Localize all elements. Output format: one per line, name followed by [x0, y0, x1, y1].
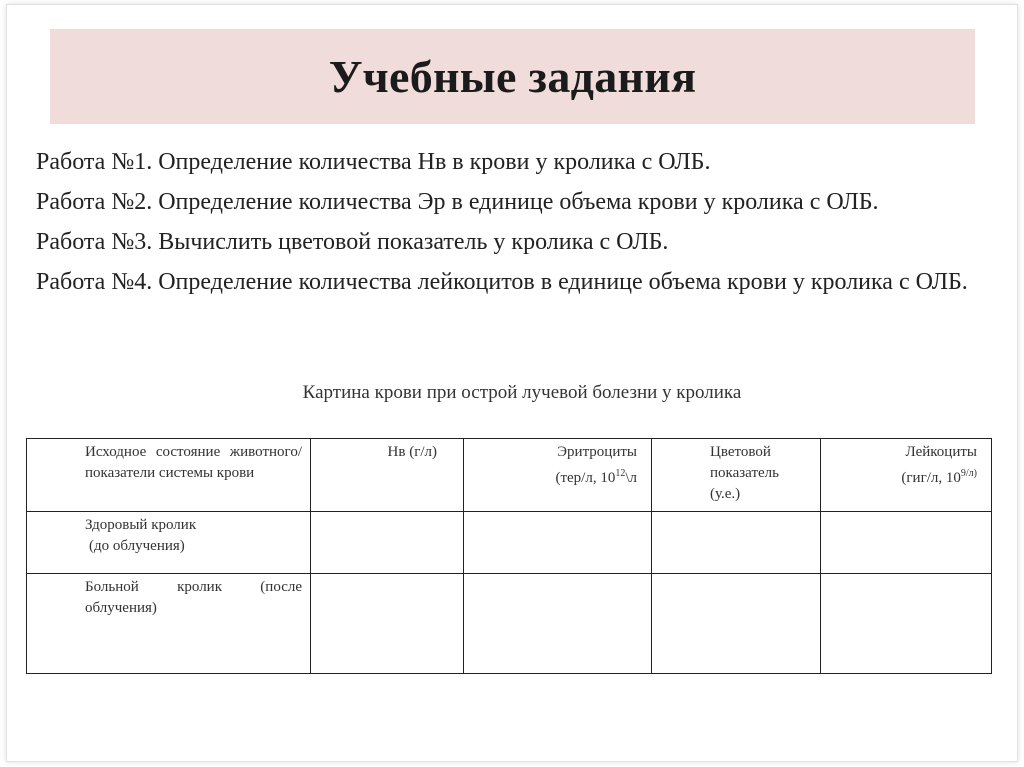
table-cell [652, 574, 821, 674]
slide-title: Учебные задания [328, 51, 697, 102]
table-cell [311, 512, 464, 574]
header-hb: Нв (г/л) [311, 439, 464, 512]
header-leukocytes [821, 439, 992, 512]
row-label-sick: Больной кролик (после облучения) [27, 574, 311, 674]
table-cell [652, 512, 821, 574]
task-item-3: Работа №3. Вычислить цветовой показатель у кролика с ОЛБ. [36, 229, 669, 255]
table-caption: Картина крови при острой лучевой болезни у кролика [302, 382, 742, 403]
table-cell [311, 574, 464, 674]
header-erythrocytes-label: Эритроциты [557, 444, 637, 460]
task-item-1: Работа №1. Определение количества Нв в крови у кролика с ОЛБ. [36, 149, 711, 175]
table-cell [464, 512, 652, 574]
task-list [36, 144, 986, 304]
header-erythrocytes-unit: (тер/л, $10^{12}\backslash л$ [555, 468, 637, 486]
table-header-row [27, 439, 992, 512]
table-cell [464, 574, 652, 674]
header-color-index [652, 439, 821, 512]
table-row [27, 574, 992, 674]
table-cell [821, 512, 992, 574]
header-erythrocytes [464, 439, 652, 512]
header-color-index-unit: (у.е.) [710, 486, 741, 502]
task-item-2: Работа №2. Определение количества Эр в единице объема крови у кролика с ОЛБ. [36, 189, 879, 215]
task-item-4: Работа №4. Определение количества лейкоцитов в единице объема крови у кролика с ОЛБ. [36, 269, 968, 295]
table-cell [821, 574, 992, 674]
table-row [27, 512, 992, 574]
header-leukocytes-unit: (гиг/л, $10^{9/л)}$ [901, 468, 977, 486]
blood-table [26, 438, 992, 674]
row-label-healthy: Здоровый кролик (до облучения) [27, 512, 311, 574]
header-leukocytes-label: Лейкоциты [905, 444, 977, 460]
header-color-index-label: Цветовой показатель [710, 444, 779, 481]
header-state: Исходное состояние животного/показатели системы крови [27, 439, 311, 512]
